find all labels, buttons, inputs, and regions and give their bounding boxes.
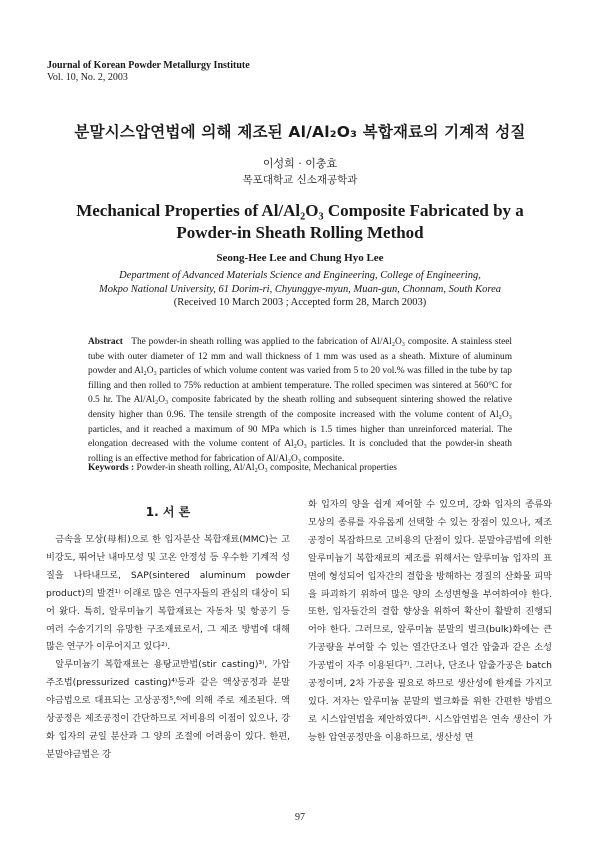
body-paragraph: 화 입자의 양을 쉽게 제어할 수 있으며, 강화 입자의 종류와 모상의 종류를 자유롭게 선택할 수 있는 장점이 있으나, 제조 공정이 복잡하므로 고비용의 단점이 있다. 분말야금법에 의한 알루미늄기 복합재료의 제조를 위해서는 알루미늄 입자의 표면에 형성되어 입자간의 결합을 방해하는 경질의 산화물 피막을 파괴하기 위하여 많은 양의 소성변형을 부여하여야 한다. 또한, 입자들간의 결합 향상을 위하여 확산이 활발히 진행되어야 한다. 그러므로, 알루미늄 분말의 벌크(bulk)화에는 큰 가공량을 부여할 수 있는 열간단조나 열간 압출과 같은 소성가공법이 자주 이용된다⁷⁾. 그러나, 단조나 압출가공은 batch 공정이며, 2차 가공을 필요로 하므로 생산성에 한계를 가지고 있다. 저자는 알루미늄 분말의 벌크화를 위한 간편한 방법으로 시스압연법을 제안하였다⁸⁾. 시스압연법은 연속 생산이 가능한 압연공정만을 이용하므로, 생산성 면 xyxy=(308,499,552,743)
keywords-text: Powder-in sheath rolling, Al/Al₂O₃ composite, Mechanical properties xyxy=(136,463,397,473)
abstract-label: Abstract xyxy=(88,337,123,347)
body-column-right xyxy=(308,496,552,747)
abstract xyxy=(88,335,512,466)
body-paragraph: 알루미늄기 복합재료는 용탕교반법(stir casting)³⁾, 가압주조법(pressurized casting)⁴⁾등과 같은 액상공정과 분말야금법으로 대표되는 고상공정⁵,⁶⁾에 의해 주로 제조된다. 액상공정은 제조공정이 간단하므로 저비용의 이점이 있으나, 강화 입자의 균일 분산과 그 양의 조절에 어려움이 있다. 한편, 분말야금법은 강 xyxy=(46,659,290,760)
affiliation-english xyxy=(0,269,600,297)
affiliation-english-line2: Mokpo National University, 61 Dorim-ri, Chyunggye-myun, Muan-gun, Chonnam, South Korea xyxy=(98,284,502,295)
section-heading-introduction: 1. 서 론 xyxy=(145,505,191,519)
journal-name: Journal of Korean Powder Metallurgy Institute xyxy=(47,60,250,71)
journal-volume: Vol. 10, No. 2, 2003 xyxy=(47,72,128,83)
title-english-line1: Mechanical Properties of Al/Al₂O₃ Composite Fabricated by a xyxy=(76,201,524,220)
affiliation-korean: 목포대학교 신소재공학과 xyxy=(242,174,358,186)
body-paragraph: 금속을 모상(母相)으로 한 입자분산 복합재료(MMC)는 고비강도, 뛰어난 내마모성 및 고온 안정성 등 우수한 기계적 성질을 나타내므로, SAP(sintered aluminum powder product)의 발견¹⁾ 이래로 많은 연구자들의 관심의 대상이 되어 왔다. 특히, 알루미늄기 복합재료는 자동차 및 항공기 등 여러 수송기기의 유망한 구조재료로서, 그 제조 방법에 대해 많은 연구가 이루어지고 있다²⁾. xyxy=(46,534,290,653)
title-korean: 분말시스압연법에 의해 제조된 Al/Al₂O₃ 복합재료의 기계적 성질 xyxy=(74,123,526,141)
authors-korean: 이성희 · 이충효 xyxy=(262,157,338,170)
body-column-left xyxy=(46,496,290,764)
authors-english: Seong-Hee Lee and Chung Hyo Lee xyxy=(216,252,384,264)
title-english xyxy=(0,200,600,244)
abstract-text: The powder-in sheath rolling was applied to the fabrication of Al/Al₂O₃ composite. A stainless steel tube with outer diameter of 12 mm and wall thickness of 1 mm was used as a sheath. Mixture of aluminum powder and Al₂O₃ particles of which volume content was varied from 5 to 20 vol.% was filled in the tube by tap filling and then rolled to 75% reduction at ambient temperature. The rolled specimen was sintered at 560°C for 0.5 hr. The Al/Al₂O₃ composite fabricated by the sheath rolling and subsequent sintering showed the relative density higher than 0.96. The tensile strength of the composite increased with the volume content of Al₂O₃ particles, and it reached a maximum of 90 MPa which is 1.5 times higher than unreinforced material. The elongation decreased with the volume content of Al₂O₃ particles. It is concluded that the powder-in sheath rolling is an effective method for fabrication of Al/Al₂O₃ composite. xyxy=(88,337,512,464)
page-number: 97 xyxy=(295,812,305,823)
keywords-label: Keywords : xyxy=(88,463,135,473)
keywords xyxy=(88,463,512,473)
title-english-line2: Powder-in Sheath Rolling Method xyxy=(176,223,424,242)
journal-header xyxy=(47,60,250,84)
affiliation-english-line1: Department of Advanced Materials Science and Engineering, College of Engineering, xyxy=(119,270,481,281)
received-dates: (Received 10 March 2003 ; Accepted form 28, March 2003) xyxy=(173,297,427,308)
